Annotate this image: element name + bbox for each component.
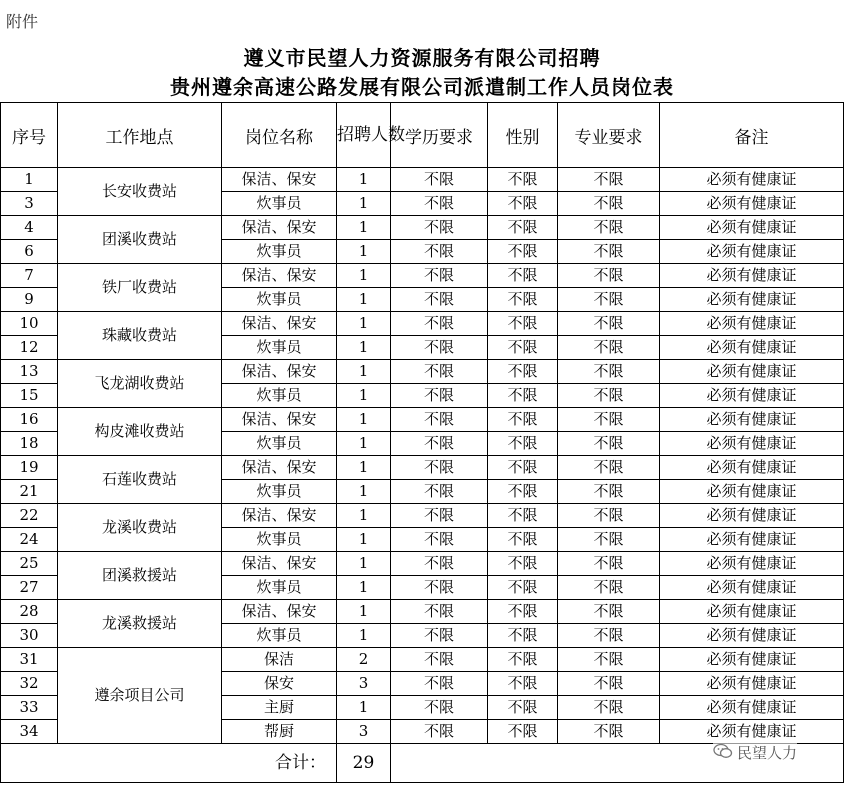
header-row (1, 103, 844, 168)
seq-cell: 28 (1, 600, 58, 624)
total-value: 29 (337, 744, 391, 783)
position-cell: 炊事员 (222, 528, 337, 552)
major-cell: 不限 (558, 432, 660, 456)
major-cell: 不限 (558, 576, 660, 600)
table-row (1, 360, 844, 384)
count-cell: 1 (337, 624, 391, 648)
location-cell: 龙溪收费站 (58, 504, 222, 552)
remark-cell: 必须有健康证 (660, 192, 844, 216)
position-cell: 保洁、保安 (222, 552, 337, 576)
position-cell: 炊事员 (222, 432, 337, 456)
table-row (1, 648, 844, 672)
remark-cell: 必须有健康证 (660, 408, 844, 432)
major-cell: 不限 (558, 408, 660, 432)
location-cell: 石莲收费站 (58, 456, 222, 504)
major-cell: 不限 (558, 288, 660, 312)
header-seq: 序号 (1, 103, 58, 168)
seq-cell: 10 (1, 312, 58, 336)
remark-cell: 必须有健康证 (660, 552, 844, 576)
position-cell: 炊事员 (222, 624, 337, 648)
major-cell: 不限 (558, 312, 660, 336)
title-line-2: 贵州遵余高速公路发展有限公司派遣制工作人员岗位表 (170, 75, 674, 99)
count-cell: 1 (337, 504, 391, 528)
major-cell: 不限 (558, 192, 660, 216)
gender-cell: 不限 (488, 432, 558, 456)
major-cell: 不限 (558, 216, 660, 240)
seq-cell: 7 (1, 264, 58, 288)
count-cell: 1 (337, 408, 391, 432)
education-cell: 不限 (391, 240, 488, 264)
major-cell: 不限 (558, 696, 660, 720)
position-cell: 帮厨 (222, 720, 337, 744)
gender-cell: 不限 (488, 360, 558, 384)
gender-cell: 不限 (488, 528, 558, 552)
position-cell: 主厨 (222, 696, 337, 720)
gender-cell: 不限 (488, 456, 558, 480)
count-cell: 1 (337, 264, 391, 288)
position-cell: 炊事员 (222, 480, 337, 504)
position-cell: 炊事员 (222, 384, 337, 408)
education-cell: 不限 (391, 480, 488, 504)
count-cell: 1 (337, 360, 391, 384)
count-cell: 1 (337, 240, 391, 264)
location-cell: 遵余项目公司 (58, 648, 222, 744)
position-cell: 保洁、保安 (222, 456, 337, 480)
count-cell: 1 (337, 384, 391, 408)
gender-cell: 不限 (488, 624, 558, 648)
remark-cell: 必须有健康证 (660, 696, 844, 720)
header-education: 学历要求 (391, 103, 488, 168)
seq-cell: 19 (1, 456, 58, 480)
major-cell: 不限 (558, 264, 660, 288)
seq-cell: 16 (1, 408, 58, 432)
seq-cell: 12 (1, 336, 58, 360)
remark-cell: 必须有健康证 (660, 216, 844, 240)
seq-cell: 15 (1, 384, 58, 408)
seq-cell: 32 (1, 672, 58, 696)
seq-cell: 34 (1, 720, 58, 744)
position-cell: 保洁、保安 (222, 216, 337, 240)
seq-cell: 21 (1, 480, 58, 504)
education-cell: 不限 (391, 336, 488, 360)
count-cell: 1 (337, 288, 391, 312)
positions-table (0, 102, 844, 783)
seq-cell: 31 (1, 648, 58, 672)
position-cell: 保洁、保安 (222, 408, 337, 432)
table-row (1, 264, 844, 288)
table-row (1, 408, 844, 432)
gender-cell: 不限 (488, 168, 558, 192)
position-cell: 保安 (222, 672, 337, 696)
remark-cell: 必须有健康证 (660, 432, 844, 456)
education-cell: 不限 (391, 216, 488, 240)
location-cell: 团溪救援站 (58, 552, 222, 600)
gender-cell: 不限 (488, 504, 558, 528)
education-cell: 不限 (391, 408, 488, 432)
remark-cell: 必须有健康证 (660, 480, 844, 504)
position-cell: 保洁、保安 (222, 504, 337, 528)
education-cell: 不限 (391, 168, 488, 192)
table-row (1, 456, 844, 480)
position-cell: 保洁、保安 (222, 600, 337, 624)
seq-cell: 4 (1, 216, 58, 240)
gender-cell: 不限 (488, 552, 558, 576)
major-cell: 不限 (558, 504, 660, 528)
education-cell: 不限 (391, 264, 488, 288)
education-cell: 不限 (391, 576, 488, 600)
location-cell: 长安收费站 (58, 168, 222, 216)
remark-cell: 必须有健康证 (660, 720, 844, 744)
seq-cell: 33 (1, 696, 58, 720)
header-location: 工作地点 (58, 103, 222, 168)
table-row (1, 552, 844, 576)
gender-cell: 不限 (488, 600, 558, 624)
header-position: 岗位名称 (222, 103, 337, 168)
count-cell: 1 (337, 600, 391, 624)
remark-cell: 必须有健康证 (660, 312, 844, 336)
position-cell: 保洁 (222, 648, 337, 672)
position-cell: 炊事员 (222, 576, 337, 600)
education-cell: 不限 (391, 432, 488, 456)
major-cell: 不限 (558, 240, 660, 264)
seq-cell: 27 (1, 576, 58, 600)
count-cell: 1 (337, 432, 391, 456)
watermark-text: 民望人力 (737, 744, 798, 762)
position-cell: 炊事员 (222, 192, 337, 216)
education-cell: 不限 (391, 528, 488, 552)
position-cell: 炊事员 (222, 336, 337, 360)
major-cell: 不限 (558, 528, 660, 552)
watermark (713, 742, 797, 763)
major-cell: 不限 (558, 720, 660, 744)
seq-cell: 3 (1, 192, 58, 216)
seq-cell: 6 (1, 240, 58, 264)
major-cell: 不限 (558, 480, 660, 504)
gender-cell: 不限 (488, 576, 558, 600)
gender-cell: 不限 (488, 216, 558, 240)
major-cell: 不限 (558, 336, 660, 360)
location-cell: 构皮滩收费站 (58, 408, 222, 456)
seq-cell: 9 (1, 288, 58, 312)
education-cell: 不限 (391, 360, 488, 384)
remark-cell: 必须有健康证 (660, 576, 844, 600)
remark-cell: 必须有健康证 (660, 648, 844, 672)
position-cell: 保洁、保安 (222, 360, 337, 384)
table-row (1, 168, 844, 192)
position-cell: 保洁、保安 (222, 312, 337, 336)
remark-cell: 必须有健康证 (660, 600, 844, 624)
position-cell: 炊事员 (222, 288, 337, 312)
seq-cell: 30 (1, 624, 58, 648)
total-label: 合计： (1, 744, 337, 783)
gender-cell: 不限 (488, 408, 558, 432)
gender-cell: 不限 (488, 288, 558, 312)
count-cell: 1 (337, 552, 391, 576)
location-cell: 团溪收费站 (58, 216, 222, 264)
gender-cell: 不限 (488, 480, 558, 504)
education-cell: 不限 (391, 504, 488, 528)
education-cell: 不限 (391, 672, 488, 696)
remark-cell: 必须有健康证 (660, 624, 844, 648)
remark-cell: 必须有健康证 (660, 264, 844, 288)
remark-cell: 必须有健康证 (660, 456, 844, 480)
position-cell: 保洁、保安 (222, 264, 337, 288)
remark-cell: 必须有健康证 (660, 360, 844, 384)
position-cell: 保洁、保安 (222, 168, 337, 192)
major-cell: 不限 (558, 384, 660, 408)
education-cell: 不限 (391, 720, 488, 744)
attachment-label: 附件 (6, 12, 39, 31)
gender-cell: 不限 (488, 648, 558, 672)
seq-cell: 24 (1, 528, 58, 552)
count-cell: 1 (337, 576, 391, 600)
seq-cell: 18 (1, 432, 58, 456)
position-cell: 炊事员 (222, 240, 337, 264)
header-gender: 性别 (488, 103, 558, 168)
gender-cell: 不限 (488, 696, 558, 720)
table-row (1, 504, 844, 528)
remark-cell: 必须有健康证 (660, 240, 844, 264)
seq-cell: 25 (1, 552, 58, 576)
location-cell: 珠藏收费站 (58, 312, 222, 360)
count-cell: 3 (337, 672, 391, 696)
count-cell: 1 (337, 312, 391, 336)
major-cell: 不限 (558, 168, 660, 192)
education-cell: 不限 (391, 696, 488, 720)
count-cell: 1 (337, 456, 391, 480)
education-cell: 不限 (391, 624, 488, 648)
count-cell: 2 (337, 648, 391, 672)
seq-cell: 13 (1, 360, 58, 384)
gender-cell: 不限 (488, 312, 558, 336)
education-cell: 不限 (391, 552, 488, 576)
education-cell: 不限 (391, 648, 488, 672)
major-cell: 不限 (558, 552, 660, 576)
education-cell: 不限 (391, 384, 488, 408)
major-cell: 不限 (558, 600, 660, 624)
education-cell: 不限 (391, 456, 488, 480)
education-cell: 不限 (391, 600, 488, 624)
remark-cell: 必须有健康证 (660, 288, 844, 312)
remark-cell: 必须有健康证 (660, 672, 844, 696)
location-cell: 飞龙湖收费站 (58, 360, 222, 408)
major-cell: 不限 (558, 360, 660, 384)
wechat-icon (713, 743, 733, 763)
remark-cell: 必须有健康证 (660, 504, 844, 528)
gender-cell: 不限 (488, 336, 558, 360)
remark-cell: 必须有健康证 (660, 168, 844, 192)
major-cell: 不限 (558, 672, 660, 696)
table-row (1, 312, 844, 336)
gender-cell: 不限 (488, 384, 558, 408)
location-cell: 铁厂收费站 (58, 264, 222, 312)
remark-cell: 必须有健康证 (660, 336, 844, 360)
major-cell: 不限 (558, 648, 660, 672)
header-major: 专业要求 (558, 103, 660, 168)
gender-cell: 不限 (488, 672, 558, 696)
title-line-1: 遵义市民望人力资源服务有限公司招聘 (243, 46, 601, 70)
header-count: 招聘人数 (337, 103, 391, 168)
education-cell: 不限 (391, 192, 488, 216)
remark-cell: 必须有健康证 (660, 528, 844, 552)
count-cell: 1 (337, 192, 391, 216)
count-cell: 1 (337, 168, 391, 192)
count-cell: 3 (337, 720, 391, 744)
count-cell: 1 (337, 696, 391, 720)
table-row (1, 216, 844, 240)
count-cell: 1 (337, 480, 391, 504)
gender-cell: 不限 (488, 240, 558, 264)
major-cell: 不限 (558, 456, 660, 480)
seq-cell: 22 (1, 504, 58, 528)
seq-cell: 1 (1, 168, 58, 192)
major-cell: 不限 (558, 624, 660, 648)
count-cell: 1 (337, 216, 391, 240)
gender-cell: 不限 (488, 720, 558, 744)
education-cell: 不限 (391, 288, 488, 312)
header-remark: 备注 (660, 103, 844, 168)
count-cell: 1 (337, 528, 391, 552)
count-cell: 1 (337, 336, 391, 360)
education-cell: 不限 (391, 312, 488, 336)
table-body (1, 168, 844, 783)
gender-cell: 不限 (488, 264, 558, 288)
location-cell: 龙溪救援站 (58, 600, 222, 648)
table-row (1, 600, 844, 624)
remark-cell: 必须有健康证 (660, 384, 844, 408)
gender-cell: 不限 (488, 192, 558, 216)
